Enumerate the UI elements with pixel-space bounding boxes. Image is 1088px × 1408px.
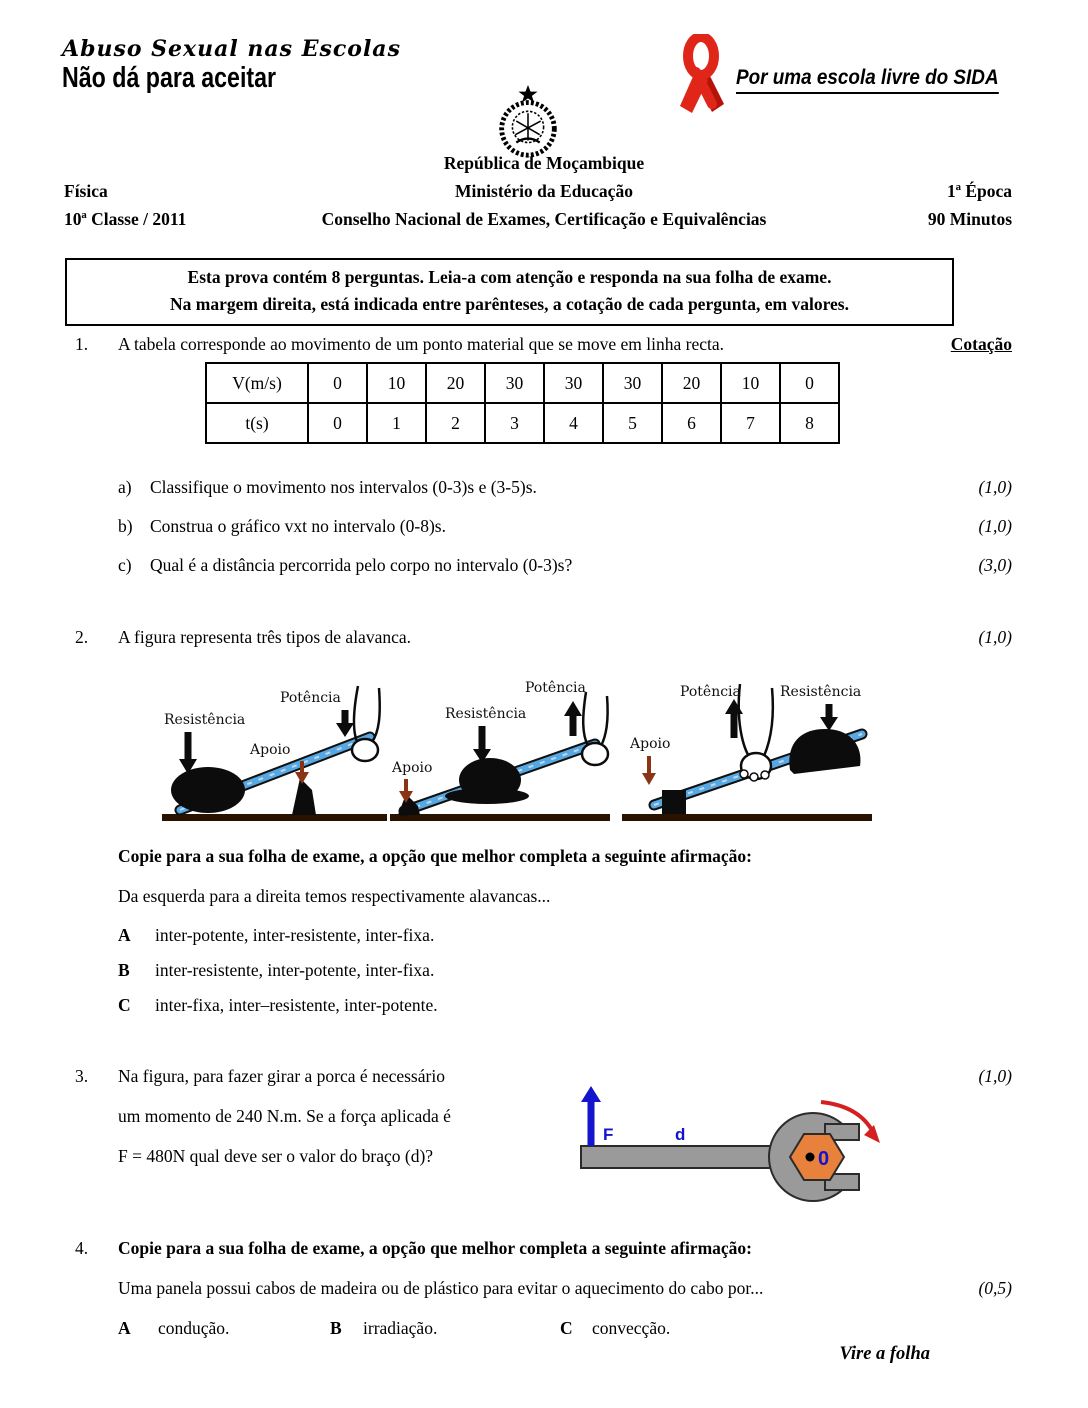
item-letter: a) bbox=[118, 477, 132, 497]
potencia-label: Potência bbox=[525, 680, 586, 696]
score-value: (1,0) bbox=[978, 1066, 1012, 1086]
option-text: inter-resistente, inter-potente, inter-fixa. bbox=[155, 960, 435, 980]
turn-page-note: Vire a folha bbox=[839, 1344, 930, 1364]
ribbon-slogan: Por uma escola livre do SIDA bbox=[736, 66, 999, 94]
table-cell: 30 bbox=[544, 363, 603, 403]
option-text: inter-potente, inter-resistente, inter-fixa. bbox=[155, 925, 435, 945]
mozambique-emblem-icon bbox=[489, 84, 567, 162]
table-cell: 2 bbox=[426, 403, 485, 443]
instructions-line2: Na margem direita, está indicada entre parênteses, a cotação de cada pergunta, em valores. bbox=[170, 294, 849, 314]
velocity-time-table bbox=[205, 362, 840, 444]
table-cell: 30 bbox=[603, 363, 662, 403]
option-text: inter-fixa, inter–resistente, inter-potente. bbox=[155, 995, 438, 1015]
lever-figure bbox=[162, 674, 882, 826]
header-duration: 90 Minutos bbox=[927, 209, 1012, 229]
table-row-velocity bbox=[206, 363, 839, 403]
score-value: (1,0) bbox=[978, 627, 1012, 647]
resistencia-label: Resistência bbox=[445, 706, 527, 722]
fulcrum-arrow-icon bbox=[295, 772, 309, 784]
question-2-text: A figura representa três tipos de alavanca. bbox=[118, 627, 411, 647]
table-cell: 4 bbox=[544, 403, 603, 443]
force-arrow-icon bbox=[581, 1086, 601, 1102]
header-council: Conselho Nacional de Exames, Certificação e Equivalências bbox=[321, 209, 767, 229]
aids-ribbon-icon bbox=[672, 34, 732, 116]
apoio-label: Apoio bbox=[392, 760, 433, 776]
header-subject: Física bbox=[64, 181, 108, 201]
table-cell: 10 bbox=[367, 363, 426, 403]
wrench-figure bbox=[575, 1082, 885, 1214]
potencia-label: Potência bbox=[280, 690, 341, 706]
table-cell: 0 bbox=[308, 403, 367, 443]
option-text: convecção. bbox=[592, 1318, 671, 1338]
table-row-label: t(s) bbox=[206, 403, 308, 443]
instructions-box bbox=[65, 258, 954, 326]
down-arrow-icon bbox=[820, 717, 838, 731]
table-cell: 1 bbox=[367, 403, 426, 443]
score-value: (1,0) bbox=[978, 477, 1012, 497]
up-arrow-icon bbox=[564, 701, 582, 716]
table-cell: 6 bbox=[662, 403, 721, 443]
question-3-number: 3. bbox=[75, 1066, 89, 1086]
header-ministry: Ministério da Educação bbox=[455, 181, 633, 201]
option-letter: B bbox=[330, 1318, 342, 1338]
exam-page: Abuso Sexual nas Escolas Não dá para aceitar Por uma escola livre do SIDA República de Moçambique Física Ministério da Educação 1ª Época 10ª Classe / 2011 Conselho Nacional de Exames, Certificação e Equivalências 90 Minutos Esta prova contém 8 perguntas. Leia-a com atenção e responda na sua folha de exame. Na margem direita, está indicada entre parênteses, a cotação de cada pergunta, em valores. 1. A tabela corresponde ao movimento de um ponto material que se move em linha recta. Cotação V(m/s) 0 10 20 30 30 30 20 10 0 t(s) 0 1 2 3 4 5 6 7 8 a) Classifique o movimento nos intervalos (0-3)s e (3-5)s. (1,0) b) Construa o gráfico vxt no intervalo (0-8)s. (1,0) c) Qual é a distância percorrida pelo corpo no intervalo (0-3)s? (3,0) 2. A figura representa três tipos de alavanca. (1,0) Resistência Apoio Potência Resistência Apoio Potência Potência Resistência Apoio Copie para a sua folha de exame, a opção que melhor completa a seguinte afirmação: Da esquerda para a direita temos respectivamente alavancas... A inter-potente, inter-resistente, inter-fixa. B inter-resistente, inter-potente, inter-fixa. C inter-fixa, inter–resistente, inter-potente. 3. Na figura, para fazer girar a porca é necessário (1,0) um momento de 240 N.m. Se a força aplicada é F = 480N qual deve ser o valor do braço (d)? 0 F d 4. Copie para a sua folha de exame, a opção que melhor completa a seguinte afirmação: Uma panela possui cabos de madeira ou de plástico para evitar o aquecimento do cabo por... (0,5) A condução. B irradiação. C convecção. Vire a folha bbox=[0, 0, 1088, 1408]
campaign-slogan-script: Abuso Sexual nas Escolas bbox=[62, 36, 401, 62]
table-row-time bbox=[206, 403, 839, 443]
up-arrow-icon bbox=[725, 699, 743, 714]
option-text: irradiação. bbox=[363, 1318, 438, 1338]
question-4-number: 4. bbox=[75, 1238, 89, 1258]
table-cell: 0 bbox=[780, 363, 839, 403]
item-text: Construa o gráfico vxt no intervalo (0-8)s. bbox=[150, 516, 446, 536]
option-letter: C bbox=[560, 1318, 573, 1338]
lever-panel-1 bbox=[162, 674, 387, 826]
apoio-label: Apoio bbox=[630, 736, 671, 752]
table-cell: 3 bbox=[485, 403, 544, 443]
instructions-line1: Esta prova contém 8 perguntas. Leia-a com atenção e responda na sua folha de exame. bbox=[187, 267, 832, 287]
option-text: condução. bbox=[158, 1318, 230, 1338]
option-letter: A bbox=[118, 1318, 131, 1338]
cotacao-header: Cotação bbox=[950, 334, 1012, 354]
score-value: (0,5) bbox=[978, 1278, 1012, 1298]
table-cell: 20 bbox=[426, 363, 485, 403]
table-row-label: V(m/s) bbox=[206, 363, 308, 403]
score-value: (1,0) bbox=[978, 516, 1012, 536]
table-cell: 0 bbox=[308, 363, 367, 403]
resistencia-label: Resistência bbox=[780, 684, 862, 700]
table-cell: 30 bbox=[485, 363, 544, 403]
question-1-text: A tabela corresponde ao movimento de um ponto material que se move em linha recta. bbox=[118, 334, 724, 354]
lever-panel-3 bbox=[622, 674, 872, 826]
arm-label: d bbox=[675, 1125, 686, 1144]
resistencia-label: Resistência bbox=[164, 712, 246, 728]
header-grade-year: 10ª Classe / 2011 bbox=[64, 209, 187, 229]
table-cell: 5 bbox=[603, 403, 662, 443]
option-letter: B bbox=[118, 960, 130, 980]
header-epoch: 1ª Época bbox=[946, 181, 1012, 201]
table-cell: 8 bbox=[780, 403, 839, 443]
down-arrow-icon bbox=[336, 723, 354, 737]
option-letter: A bbox=[118, 925, 131, 945]
question-1-number: 1. bbox=[75, 334, 89, 354]
fulcrum-arrow-icon bbox=[642, 773, 656, 785]
force-label: F bbox=[603, 1125, 614, 1144]
option-letter: C bbox=[118, 995, 131, 1015]
table-cell: 7 bbox=[721, 403, 780, 443]
question-2-number: 2. bbox=[75, 627, 89, 647]
header-country: República de Moçambique bbox=[443, 153, 645, 173]
campaign-slogan-bold: Não dá para aceitar bbox=[62, 62, 277, 94]
item-text: Qual é a distância percorrida pelo corpo no intervalo (0-3)s? bbox=[150, 555, 573, 575]
lever-panel-2 bbox=[390, 674, 610, 826]
item-letter: c) bbox=[118, 555, 132, 575]
table-cell: 20 bbox=[662, 363, 721, 403]
potencia-label: Potência bbox=[680, 684, 741, 700]
nut-label: 0 bbox=[818, 1148, 830, 1170]
score-value: (3,0) bbox=[978, 555, 1012, 575]
apoio-label: Apoio bbox=[250, 742, 291, 758]
item-text: Classifique o movimento nos intervalos (0-3)s e (3-5)s. bbox=[150, 477, 537, 497]
item-letter: b) bbox=[118, 516, 133, 536]
table-cell: 10 bbox=[721, 363, 780, 403]
